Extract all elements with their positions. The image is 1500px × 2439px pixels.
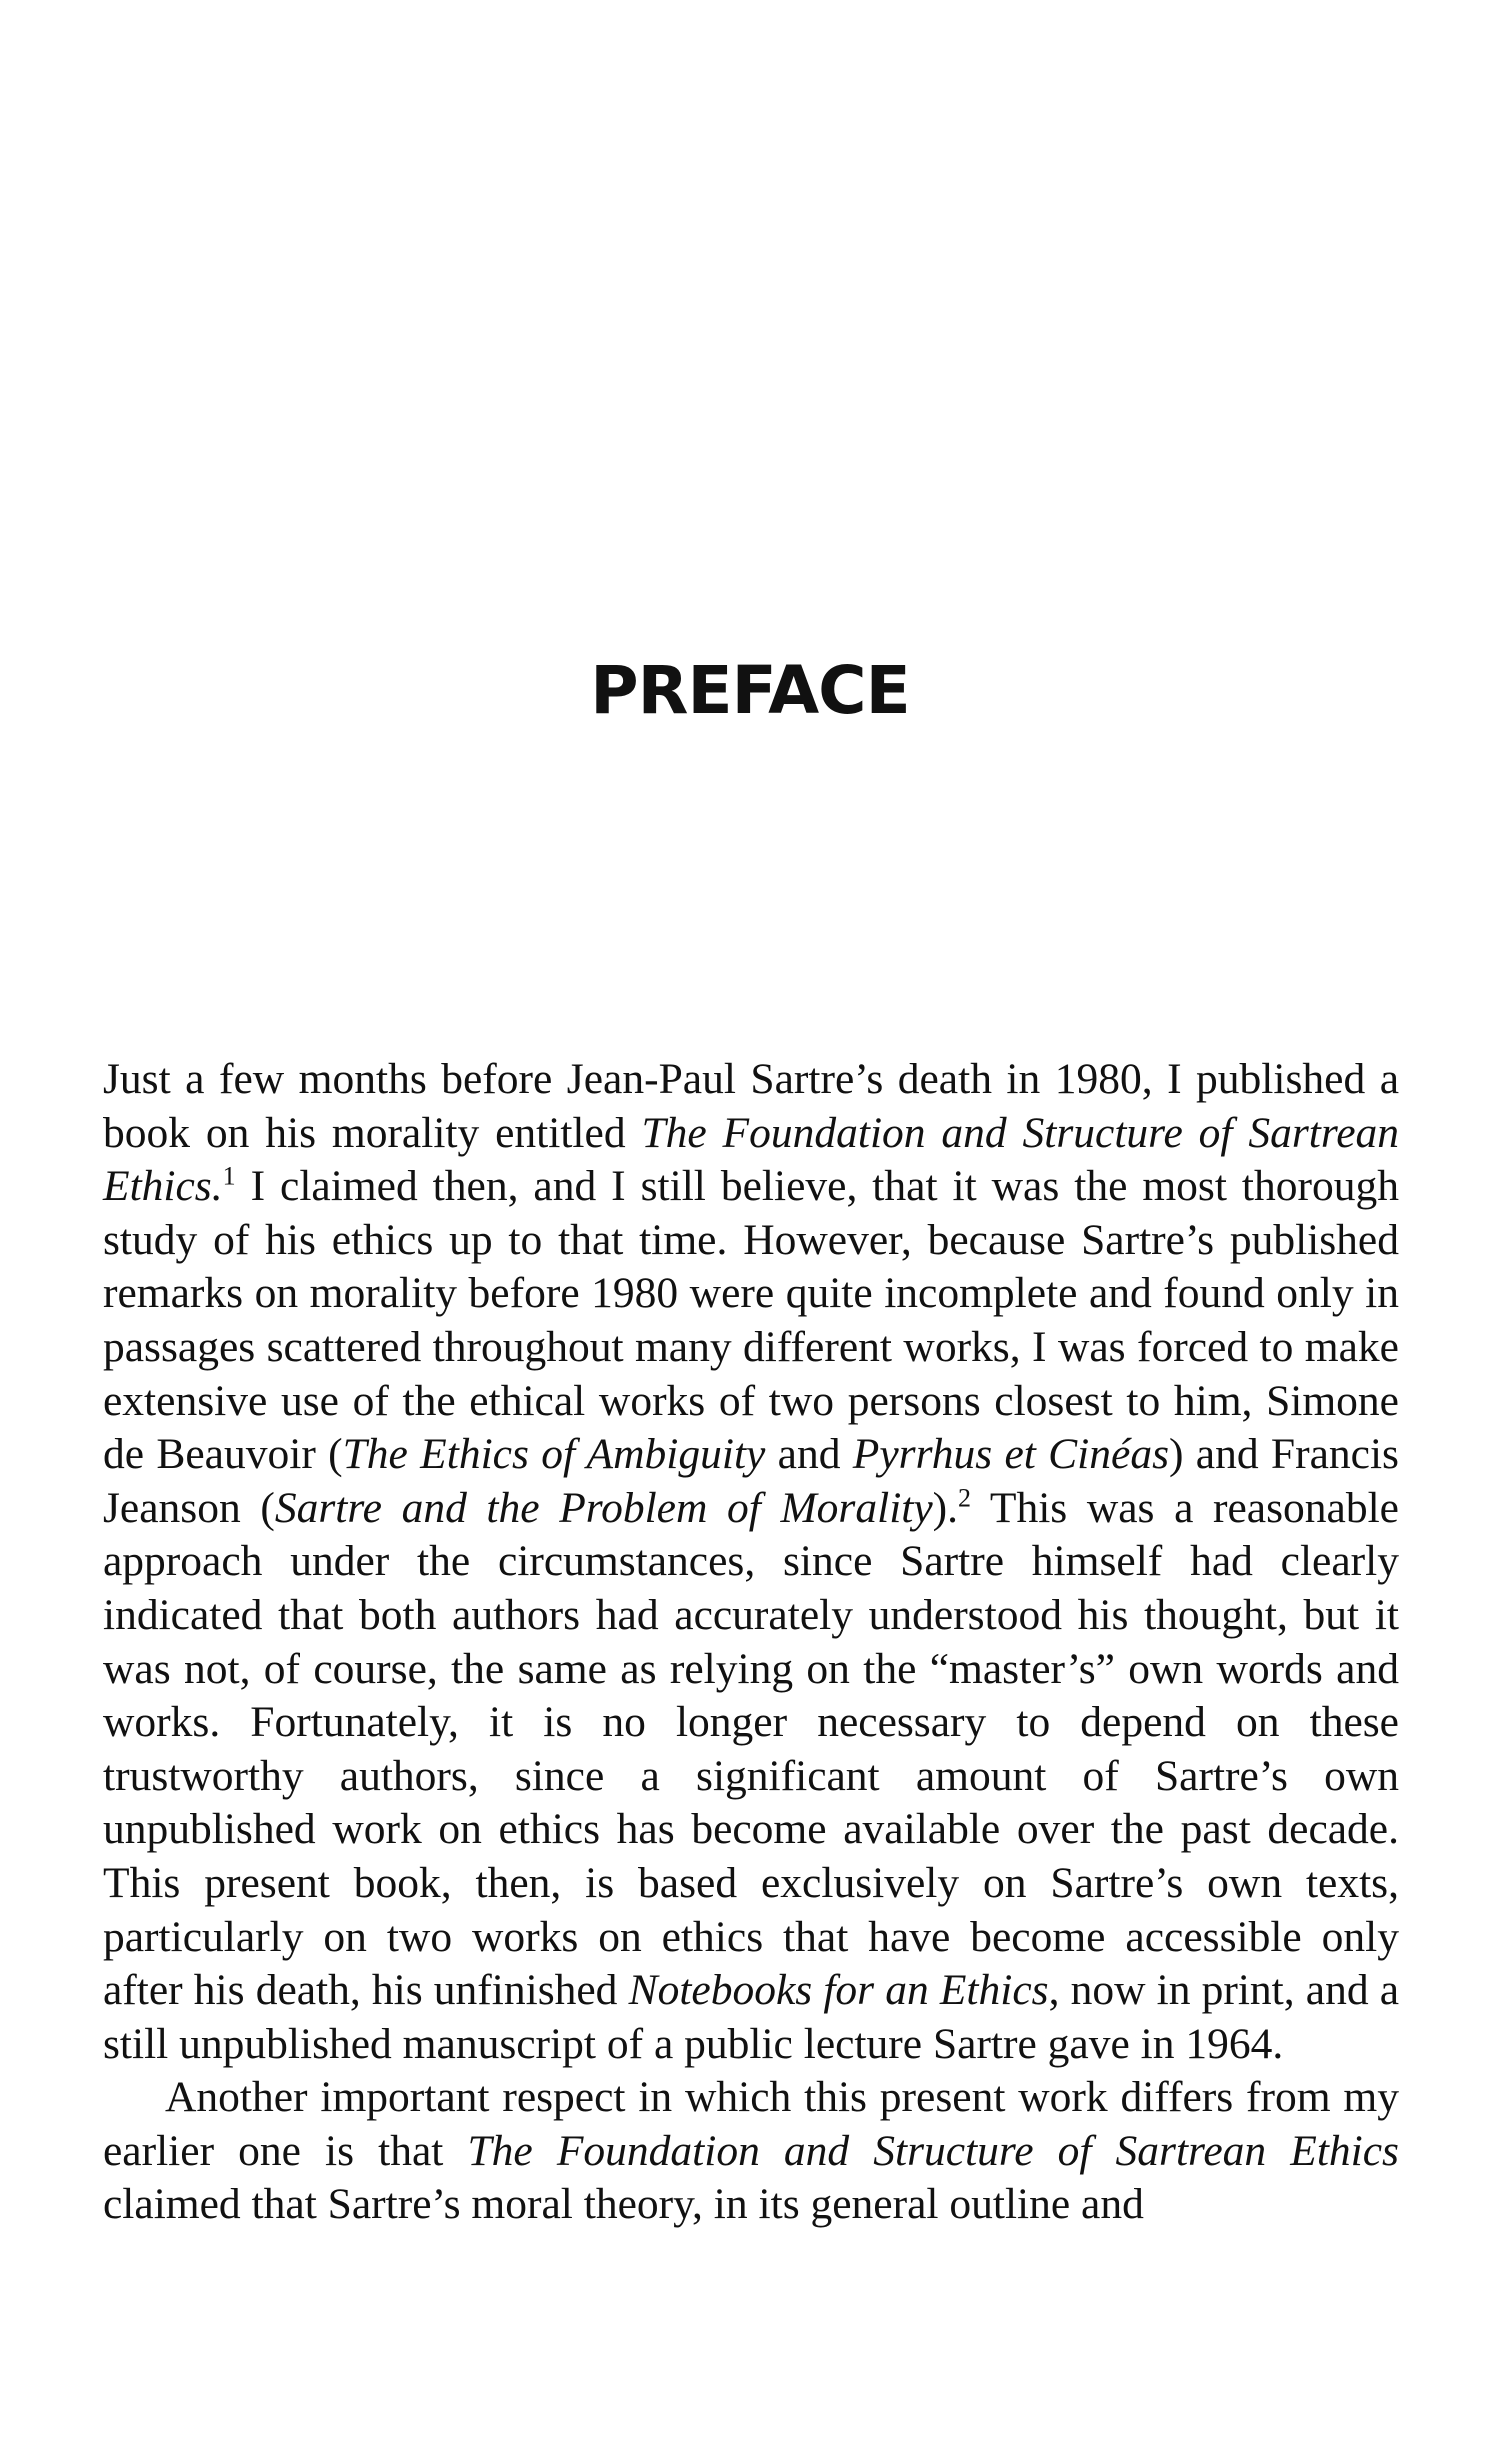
- text-segment: Another important respect in which this present work differs from my earlier one is that: [103, 2073, 1399, 2175]
- text-segment: and: [765, 1430, 853, 1479]
- text-segment: This was a reasonable approach under the circumstances, since Sartre himself had clearly indicated that both authors had accurately understood his thought, but it was not, of course, the same as relying on the “master’s” own words and works. Fortunately, it is no longer necessary to depend on these trustworthy authors, since a significant amount of Sartre’s own unpublished work on ethics has become available over the past decade. This present book, then, is based exclusively on Sartre’s own texts, particularly on two works on ethics that have become accessible only after his death, his unfinished: [103, 1483, 1399, 2015]
- paragraph-1: [103, 1053, 1399, 2071]
- book-title-italic: Sartre and the Problem of Morality: [274, 1483, 933, 1532]
- footnote-marker: 2: [958, 1483, 972, 1513]
- book-title-italic: The Foundation and Structure of Sartrean Ethics.: [103, 1108, 1400, 1211]
- footnote-marker: 1: [222, 1161, 236, 1191]
- text-segment: I claimed then, and I still believe, that it was the most thorough study of his ethics up to that time. However, because Sartre’s published remarks on morality before 1980 were quite incomplete and found only in passages scattered throughout many different works, I was forced to make extensive use of the ethical works of two persons closest to him, Simone de Beauvoir (: [103, 1162, 1399, 1479]
- text-segment: ).: [932, 1483, 959, 1532]
- book-title-italic: The Ethics of Ambiguity: [342, 1430, 766, 1479]
- text-segment: Just a few months before Jean-Paul Sartre’s death in 1980, I published a book on his morality entitled: [103, 1055, 1399, 1157]
- page-title: PREFACE: [590, 652, 910, 729]
- preface-body: [103, 1053, 1399, 2232]
- text-segment: , now in print, and a still unpublished manuscript of a public lecture Sartre gave in 1964.: [103, 1966, 1400, 2068]
- book-title-italic: Pyrrhus et Cinéas: [852, 1430, 1170, 1479]
- book-title-italic: The Foundation and Structure of Sartrean Ethics: [467, 2126, 1399, 2175]
- text-segment: claimed that Sartre’s moral theory, in its general outline and: [103, 2180, 1144, 2229]
- text-segment: ) and Francis Jeanson (: [103, 1430, 1399, 1532]
- paragraph-2: [103, 2071, 1399, 2232]
- book-title-italic: Notebooks for an Ethics: [628, 1966, 1049, 2015]
